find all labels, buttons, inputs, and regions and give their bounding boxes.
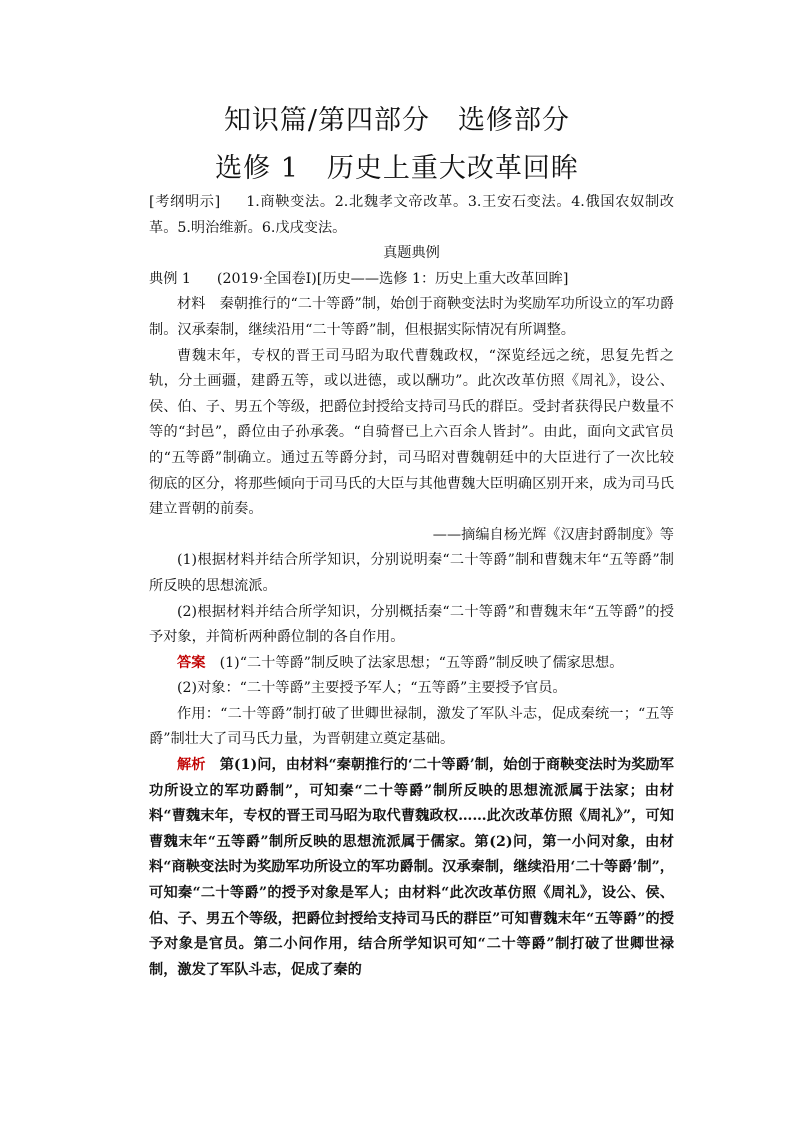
answer-label: 答案 <box>177 654 206 671</box>
syllabus-label: [考纲明示] <box>149 194 221 210</box>
syllabus <box>149 190 674 241</box>
analysis-label: 解析 <box>177 757 206 774</box>
example-line <box>149 267 674 293</box>
document-body <box>149 190 674 983</box>
material-paragraph-2: 曹魏末年，专权的晋王司马昭为取代曹魏政权，“深览经远之统，思复先哲之轨，分土画疆，建爵五等，或以进德，或以酬功”。此次改革仿照《周礼》，设公、侯、伯、子、男五个等级，把爵位封授给支持司马氏的群臣。受封者获得民户数量不等的“封邑”，爵位由子孙承袭。“自骑督已上六百余人皆封”。由此，面向文武官员的“五等爵”制确立。通过五等爵分封，司马昭对曹魏朝廷中的大臣进行了一次比较彻底的区分，将那些倾向于司马氏的大臣与其他曹魏大臣明确区别开来，成为司马氏建立晋朝的前奏。 <box>149 347 674 518</box>
example-source: (2019·全国卷Ⅰ)[历史——选修 1：历史上重大改革回眸] <box>216 270 569 287</box>
material-label: 材料 <box>177 296 206 313</box>
answer-1 <box>149 651 674 677</box>
question-2: (2)根据材料并结合所学知识，分别概括秦“二十等爵”和曹魏末年“五等爵”的授予对象，并简析两种爵位制的各自作用。 <box>149 603 674 646</box>
page-title: 选修 1 历史上重大改革回眸 <box>215 153 579 184</box>
example-label: 典例 1 <box>149 270 191 287</box>
section-heading: 真题典例 <box>383 245 440 262</box>
answer-text-1: (1)“二十等爵”制反映了法家思想；“五等爵”制反映了儒家思想。 <box>219 654 624 671</box>
answer-2: (2)对象：“二十等爵”主要授予军人；“五等爵”主要授予官员。 <box>177 680 567 697</box>
section-title: 知识篇/第四部分 选修部分 <box>223 105 571 136</box>
syllabus-text: 1.商鞅变法。2.北魏孝文帝改革。3.王安石变法。4.俄国农奴制改革。5.明治维新。6.戊戌变法。 <box>149 194 674 236</box>
answer-3: 作用：“二十等爵”制打破了世卿世禄制，激发了军队斗志，促成秦统一；“五等爵”制壮大了司马氏力量，为晋朝建立奠定基础。 <box>149 705 674 748</box>
material-citation: ——摘编自杨光辉《汉唐封爵制度》等 <box>432 526 674 543</box>
material-paragraph-1 <box>149 292 674 343</box>
analysis <box>149 753 674 983</box>
material-text-1: 秦朝推行的“二十等爵”制，始创于商鞅变法时为奖励军功所设立的军功爵制。汉承秦制，继续沿用“二十等爵”制，但根据实际情况有所调整。 <box>149 296 674 338</box>
question-1: (1)根据材料并结合所学知识，分别说明秦“二十等爵”制和曹魏末年“五等爵”制所反映的思想流派。 <box>149 552 674 594</box>
analysis-text: 第(1)问，由材料“秦朝推行的‘二十等爵’制，始创于商鞅变法时为奖励军功所设立的军功爵制”，可知秦“二十等爵”制所反映的思想流派属于法家；由材料“曹魏末年，专权的晋王司马昭为取代曹魏政权……此次改革仿照《周礼》”，可知曹魏末年“五等爵”制所反映的思想流派属于儒家。第(2)问，第一小问对象，由材料“商鞅变法时为奖励军功所设立的军功爵制。汉承秦制，继续沿用‘二十等爵’制”，可知秦“二十等爵”的授予对象是军人；由材料“此次改革仿照《周礼》，设公、侯、伯、子、男五个等级，把爵位封授给支持司马氏的群臣”可知曹魏末年“五等爵”的授予对象是官员。第二小问作用，结合所学知识可知“二十等爵”制打破了世卿世禄制，激发了军队斗志，促成了秦的 <box>149 757 675 978</box>
